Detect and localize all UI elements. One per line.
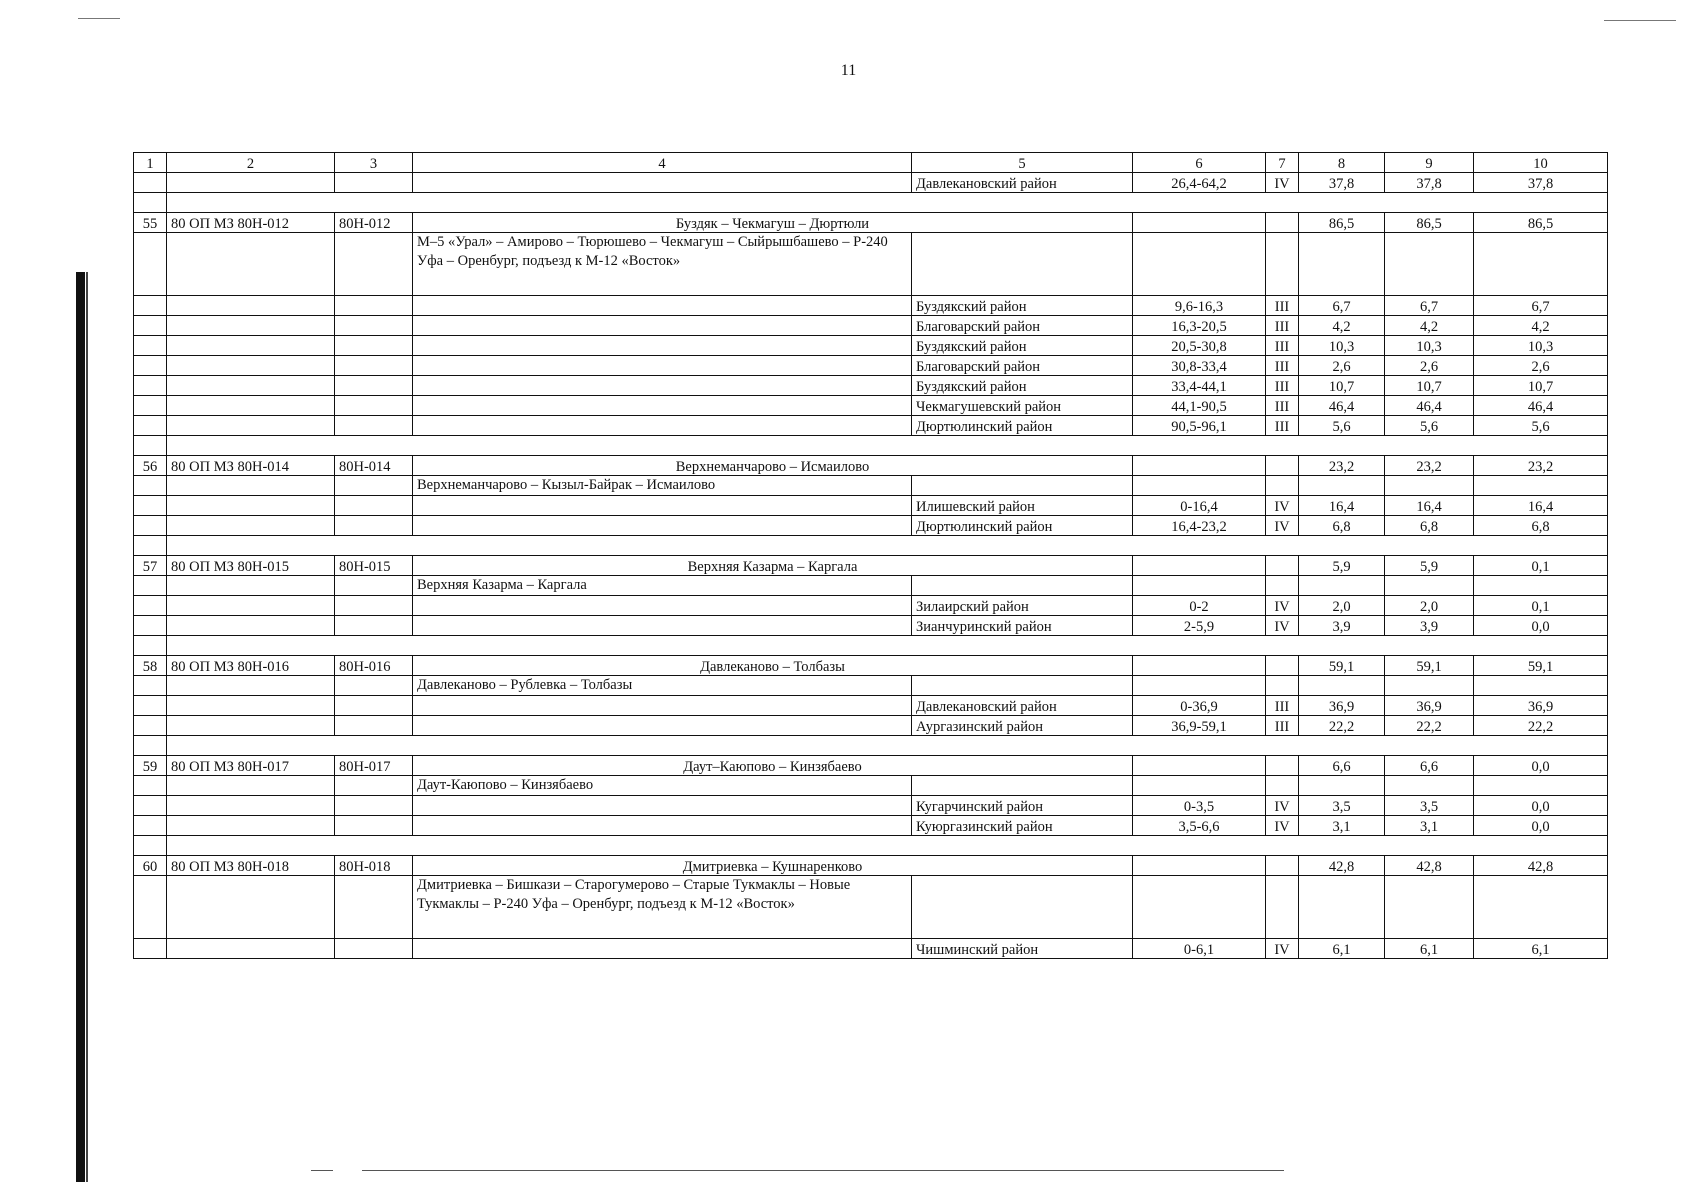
road-code: 80 ОП МЗ 80Н-014 [167,456,335,476]
district-cell: Илишевский район [912,496,1133,516]
value-cell: 5,9 [1299,556,1385,576]
scan-mark-right [1604,20,1676,21]
district-cell: Чекмагушевский район [912,396,1133,416]
district-cell: Куюргазинский район [912,816,1133,836]
value-cell: 2,6 [1474,356,1608,376]
value-cell: 5,9 [1385,556,1474,576]
category-cell: III [1266,316,1299,336]
road-name: Дмитриевка – Кушнаренково [413,856,1133,876]
value-cell: 0,0 [1474,796,1608,816]
road-row [134,756,1608,776]
district-cell: Благоварский район [912,316,1133,336]
section-row [134,696,1608,716]
value-cell: 3,1 [1299,816,1385,836]
value-cell: 36,9 [1385,696,1474,716]
road-row [134,856,1608,876]
section-row [134,716,1608,736]
value-cell: 2,0 [1299,596,1385,616]
value-cell: 3,1 [1385,816,1474,836]
header-cell: 8 [1299,153,1385,173]
value-cell: 59,1 [1385,656,1474,676]
road-name: Верхнеманчарово – Исмаилово [413,456,1133,476]
description-row [134,676,1608,696]
category-cell: III [1266,396,1299,416]
district-cell: Буздякский район [912,376,1133,396]
value-cell: 4,2 [1385,316,1474,336]
value-cell: 22,2 [1299,716,1385,736]
description-row [134,233,1608,296]
scan-edge-bar [76,272,85,1182]
scan-mark-left [78,18,120,19]
value-cell: 10,3 [1299,336,1385,356]
value-cell: 3,9 [1299,616,1385,636]
category-cell: III [1266,716,1299,736]
road-number: 57 [134,556,167,576]
road-name: Давлеканово – Толбазы [413,656,1133,676]
road-number: 56 [134,456,167,476]
km-cell: 0-3,5 [1133,796,1266,816]
spacer-row [134,736,1608,756]
value-cell: 42,8 [1299,856,1385,876]
road-description: М–5 «Урал» – Амирово – Тюрюшево – Чекмагуш – Сыйрышбашево – Р-240 Уфа – Оренбург, подъезд к М-12 «Восток» [413,233,912,296]
spacer-row [134,636,1608,656]
road-description: Верхняя Казарма – Каргала [413,576,912,596]
road-code: 80 ОП МЗ 80Н-017 [167,756,335,776]
value-cell: 36,9 [1474,696,1608,716]
section-row [134,296,1608,316]
description-row [134,876,1608,939]
category-cell: IV [1266,496,1299,516]
km-cell: 90,5-96,1 [1133,416,1266,436]
spacer-row [134,836,1608,856]
value-cell: 46,4 [1299,396,1385,416]
road-code: 80 ОП МЗ 80Н-012 [167,213,335,233]
value-cell: 6,8 [1474,516,1608,536]
value-cell: 23,2 [1299,456,1385,476]
value-cell: 10,7 [1474,376,1608,396]
value-cell: 37,8 [1474,173,1608,193]
value-cell: 10,7 [1385,376,1474,396]
district-cell: Кугарчинский район [912,796,1133,816]
category-cell: IV [1266,616,1299,636]
category-cell: IV [1266,173,1299,193]
value-cell: 23,2 [1474,456,1608,476]
header-cell: 6 [1133,153,1266,173]
road-short-code: 80Н-016 [335,656,413,676]
road-description: Давлеканово – Рублевка – Толбазы [413,676,912,696]
value-cell: 6,6 [1385,756,1474,776]
section-row [134,516,1608,536]
value-cell: 0,0 [1474,616,1608,636]
road-short-code: 80Н-012 [335,213,413,233]
table-body [134,153,1608,959]
value-cell: 16,4 [1474,496,1608,516]
value-cell: 3,9 [1385,616,1474,636]
value-cell: 6,8 [1385,516,1474,536]
road-short-code: 80Н-018 [335,856,413,876]
scan-edge-line [86,272,88,1182]
header-cell: 2 [167,153,335,173]
value-cell: 0,1 [1474,556,1608,576]
value-cell: 37,8 [1385,173,1474,193]
district-cell: Давлекановский район [912,696,1133,716]
km-cell: 0-36,9 [1133,696,1266,716]
category-cell: IV [1266,596,1299,616]
category-cell: IV [1266,796,1299,816]
road-name: Верхняя Казарма – Каргала [413,556,1133,576]
value-cell: 2,6 [1385,356,1474,376]
district-cell: Буздякский район [912,296,1133,316]
km-cell: 3,5-6,6 [1133,816,1266,836]
section-row [134,416,1608,436]
district-cell: Дюртюлинский район [912,516,1133,536]
roads-table [133,152,1608,959]
spacer-row [134,436,1608,456]
district-cell: Аургазинский район [912,716,1133,736]
road-row [134,213,1608,233]
value-cell: 86,5 [1385,213,1474,233]
header-cell: 4 [413,153,912,173]
road-number: 60 [134,856,167,876]
category-cell: III [1266,356,1299,376]
category-cell: III [1266,296,1299,316]
km-cell: 36,9-59,1 [1133,716,1266,736]
district-cell: Зианчуринский район [912,616,1133,636]
section-row [134,816,1608,836]
value-cell: 59,1 [1299,656,1385,676]
section-row [134,173,1608,193]
section-row [134,356,1608,376]
road-row [134,456,1608,476]
value-cell: 86,5 [1474,213,1608,233]
description-row [134,776,1608,796]
km-cell: 20,5-30,8 [1133,336,1266,356]
category-cell: III [1266,336,1299,356]
road-description: Даут-Каюпово – Кинзябаево [413,776,912,796]
section-row [134,396,1608,416]
km-cell: 0-2 [1133,596,1266,616]
category-cell: IV [1266,816,1299,836]
category-cell: III [1266,376,1299,396]
value-cell: 0,1 [1474,596,1608,616]
value-cell: 10,7 [1299,376,1385,396]
km-cell: 26,4-64,2 [1133,173,1266,193]
value-cell: 0,0 [1474,756,1608,776]
value-cell: 6,7 [1385,296,1474,316]
district-cell: Зилаирский район [912,596,1133,616]
header-cell: 9 [1385,153,1474,173]
road-code: 80 ОП МЗ 80Н-015 [167,556,335,576]
category-cell: IV [1266,516,1299,536]
value-cell: 4,2 [1299,316,1385,336]
value-cell: 6,1 [1385,939,1474,959]
header-row [134,153,1608,173]
value-cell: 46,4 [1474,396,1608,416]
district-cell: Чишминский район [912,939,1133,959]
km-cell: 0-16,4 [1133,496,1266,516]
km-cell: 16,3-20,5 [1133,316,1266,336]
km-cell: 0-6,1 [1133,939,1266,959]
header-cell: 1 [134,153,167,173]
district-cell: Давлекановский район [912,173,1133,193]
value-cell: 2,0 [1385,596,1474,616]
spacer-row [134,193,1608,213]
road-row [134,656,1608,676]
value-cell: 5,6 [1474,416,1608,436]
road-short-code: 80Н-017 [335,756,413,776]
km-cell: 16,4-23,2 [1133,516,1266,536]
value-cell: 3,5 [1385,796,1474,816]
value-cell: 6,8 [1299,516,1385,536]
category-cell: IV [1266,939,1299,959]
value-cell: 6,1 [1474,939,1608,959]
road-name: Даут–Каюпово – Кинзябаево [413,756,1133,776]
value-cell: 6,7 [1299,296,1385,316]
road-short-code: 80Н-014 [335,456,413,476]
district-cell: Благоварский район [912,356,1133,376]
value-cell: 10,3 [1474,336,1608,356]
value-cell: 86,5 [1299,213,1385,233]
section-row [134,376,1608,396]
road-number: 59 [134,756,167,776]
value-cell: 42,8 [1385,856,1474,876]
section-row [134,796,1608,816]
value-cell: 10,3 [1385,336,1474,356]
value-cell: 6,1 [1299,939,1385,959]
road-name: Буздяк – Чекмагуш – Дюртюли [413,213,1133,233]
value-cell: 6,7 [1474,296,1608,316]
section-row [134,316,1608,336]
section-row [134,616,1608,636]
road-short-code: 80Н-015 [335,556,413,576]
header-cell: 10 [1474,153,1608,173]
km-cell: 30,8-33,4 [1133,356,1266,376]
road-description: Дмитриевка – Бишкази – Старогумерово – Старые Тукмаклы – Новые Тукмаклы – Р-240 Уфа – Оренбург, подъезд к М-12 «Восток» [413,876,912,939]
road-number: 55 [134,213,167,233]
value-cell: 16,4 [1299,496,1385,516]
value-cell: 22,2 [1474,716,1608,736]
section-row [134,939,1608,959]
bottom-line-long [362,1170,1284,1171]
value-cell: 46,4 [1385,396,1474,416]
page-number: 11 [840,62,857,79]
road-code: 80 ОП МЗ 80Н-016 [167,656,335,676]
value-cell: 23,2 [1385,456,1474,476]
value-cell: 22,2 [1385,716,1474,736]
bottom-line-short [311,1170,333,1171]
district-cell: Дюртюлинский район [912,416,1133,436]
value-cell: 2,6 [1299,356,1385,376]
category-cell: III [1266,416,1299,436]
section-row [134,336,1608,356]
value-cell: 3,5 [1299,796,1385,816]
road-code: 80 ОП МЗ 80Н-018 [167,856,335,876]
category-cell: III [1266,696,1299,716]
road-number: 58 [134,656,167,676]
value-cell: 6,6 [1299,756,1385,776]
header-cell: 3 [335,153,413,173]
value-cell: 37,8 [1299,173,1385,193]
value-cell: 36,9 [1299,696,1385,716]
value-cell: 5,6 [1299,416,1385,436]
value-cell: 4,2 [1474,316,1608,336]
value-cell: 0,0 [1474,816,1608,836]
value-cell: 16,4 [1385,496,1474,516]
spacer-row [134,536,1608,556]
km-cell: 2-5,9 [1133,616,1266,636]
section-row [134,496,1608,516]
value-cell: 59,1 [1474,656,1608,676]
description-row [134,576,1608,596]
road-description: Верхнеманчарово – Кызыл-Байрак – Исмаилово [413,476,912,496]
value-cell: 42,8 [1474,856,1608,876]
district-cell: Буздякский район [912,336,1133,356]
header-cell: 7 [1266,153,1299,173]
road-row [134,556,1608,576]
km-cell: 9,6-16,3 [1133,296,1266,316]
km-cell: 44,1-90,5 [1133,396,1266,416]
section-row [134,596,1608,616]
km-cell: 33,4-44,1 [1133,376,1266,396]
value-cell: 5,6 [1385,416,1474,436]
header-cell: 5 [912,153,1133,173]
description-row [134,476,1608,496]
